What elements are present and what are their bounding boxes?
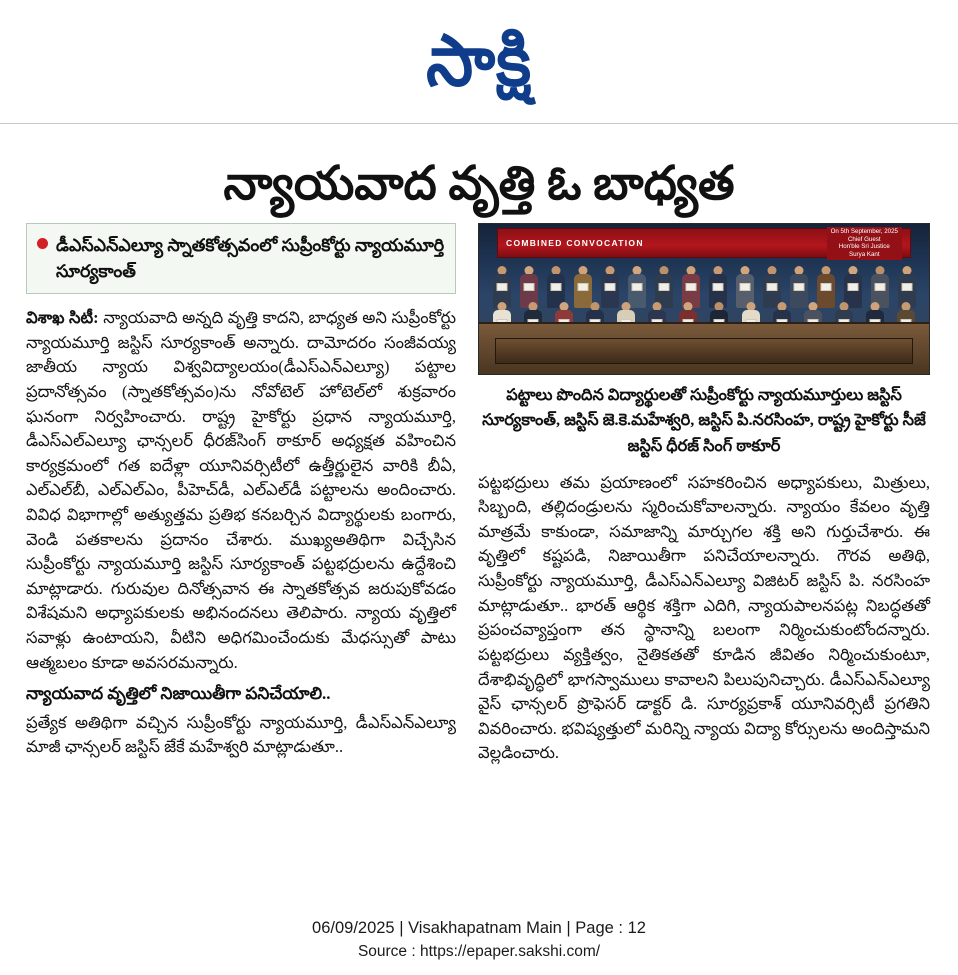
headline: న్యాయవాద వృత్తి ఓ బాధ్యత <box>223 158 735 210</box>
footer-meta: 06/09/2025 | Visakhapatnam Main | Page : 12 <box>312 919 646 937</box>
columns <box>26 223 932 773</box>
subhead-text: డీఎస్ఎన్ఎల్యూ స్నాతకోత్సవంలో సుప్రీంకోర్టు న్యాయమూర్తి సూర్యకాంత్ <box>56 235 445 281</box>
subhead-box <box>26 223 456 294</box>
photo-wrap <box>478 223 930 375</box>
left-paragraph-1-text: న్యాయవాది అన్నది వృత్తి కాదని, బాధ్యత అని సుప్రీంకోర్టు న్యాయమూర్తి జస్టిస్ సూర్యకాంత్ అన్నారు. దామోదరం సంజీవయ్య జాతీయ న్యాయ విశ్వవిద్యాలయం(డీఎస్ఎన్ఎల్యూ) పట్టాల ప్రదానోత్సవం (స్నాతకోత్సవం)ను నోవోటెల్ హోటెల్‌లో శుక్రవారం ఘనంగా నిర్వహించారు. రాష్ట్ర హైకోర్టు ప్రధాన న్యాయమూర్తి, డీఎస్ఎల్ఎల్యూ ఛాన్సలర్ ధీరజ్‌సింగ్ ఠాకూర్ అధ్యక్షత వహించిన కార్యక్రమంలో గత ఐదేళ్లా యూనివర్సిటీలో ఉత్తీర్ణులైన వారికి బీఏ, ఎల్ఎల్‌బీ, ఎల్ఎల్ఎం, పీహెచ్‌డీ, ఎల్ఎల్‌డీ పట్టాలను అందించారు. వివిధ విభాగాల్లో అత్యుత్తమ ప్రతిభ కనబర్చిన విద్యార్థులకు బంగారు, వెండి పతకాలను ప్రదానం చేశారు. ముఖ్యఅతిథిగా విచ్చేసిన సుప్రీంకోర్టు న్యాయమూర్తి జస్టిస్ సూర్యకాంత్ పట్టభద్రులను ఉద్దేశించి మాట్లాడారు. గురువుల దినోత్సవాన ఈ స్నాతకోత్సవ జరుపుకోవడం విశేషమని అధ్యాపకులకు అభినందనలు తెలిపారు. న్యాయ వృత్తిలో సవాళ్లు ఉంటాయని, వీటిని అధిగమించేందుకు మేధస్సుతో పాటు ఆత్మబలం కూడా అవసరమన్నారు. <box>26 308 456 672</box>
banner-date: On 5th September, 2025 <box>830 227 898 235</box>
sakshi-logo: సాక్షి <box>425 22 533 101</box>
dateline: విశాఖ సిటీ: <box>26 308 99 328</box>
right-paragraph-1: పట్టభద్రులు తమ ప్రయాణంలో సహకరించిన అధ్యాపకులు, మిత్రులు, సిబ్బంది, తల్లిదండ్రులను స్మరించుకోవాలన్నారు. న్యాయం కేవలం వృత్తి మాత్రమే కాకుండా, సమాజాన్ని మార్చుగల శక్తి అని గుర్తుచేశారు. ఈ వృత్తిలో కష్టపడి, నిజాయితీగా పనిచేయాలన్నారు. గౌరవ అతిథి, సుప్రీంకోర్టు న్యాయమూర్తి, డీఎస్ఎన్ఎల్యూ విజిటర్ జస్టిస్ పి. నరసింహ మాట్లాడుతూ.. భారత్ ఆర్థిక శక్తిగా ఎదిగి, న్యాయపాలనపట్ల నిబద్ధతతో ప్రపంచవ్యాప్తంగా తన స్థానాన్ని బలంగా నిర్మించుకుంటోందన్నారు. పట్టభద్రులు వ్యక్తిత్వం, నైతికతతో కూడిన జీవితం నిర్మించుకుంటూ, దేశాభివృద్ధిలో భాగస్వాములు కావాలని పిలుపునిచ్చారు. డీఎస్ఎన్ఎల్యూ వైస్ ఛాన్సలర్ ప్రొఫెసర్ డాక్టర్ డి. సూర్యప్రకాశ్ యూనివర్సిటీ ప్రగతిని వివరించారు. భవిష్యత్తులో మరిన్ని న్యాయ విద్యా కోర్సులను అందిస్తామని వెల్లడించారు. <box>478 472 930 763</box>
right-column <box>478 223 930 773</box>
photo-banner <box>497 228 911 258</box>
banner-chief-guest-label: Chief Guest <box>847 235 881 243</box>
convocation-photo <box>478 223 930 375</box>
footer <box>0 919 958 961</box>
banner-honorable: Hon'ble Sri Justice <box>838 243 890 251</box>
photo-table <box>495 338 913 364</box>
left-paragraph-2: ప్రత్యేక అతిథిగా వచ్చిన సుప్రీంకోర్టు న్యాయమూర్తి, డీఎస్ఎన్ఎల్యూ మాజీ ఛాన్సలర్ జస్టిస్ జేకే మహేశ్వరి మాట్లాడుతూ.. <box>26 712 456 757</box>
bullet-icon <box>37 238 48 249</box>
photo-caption: పట్టాలు పొందిన విద్యార్థులతో సుప్రీంకోర్టు న్యాయమూర్తులు జస్టిస్ సూర్యకాంత్, జస్టిస్ జె.కె.మహేశ్వరి, జస్టిస్ పి.నరసింహ, రాష్ట్ర హైకోర్టు సీజే జస్టిస్ ధీరజ్ సింగ్ ఠాకూర్ <box>482 386 926 455</box>
article-container <box>0 124 958 773</box>
banner-title: COMBINED CONVOCATION <box>506 238 644 249</box>
banner-guest-name: Surya Kant <box>848 251 880 259</box>
left-paragraph-1 <box>26 306 456 675</box>
masthead <box>0 0 958 124</box>
left-column <box>26 223 456 767</box>
inline-subhead: న్యాయవాద వృత్తిలో నిజాయితీగా పనిచేయాలి.. <box>26 684 331 704</box>
footer-source: Source : https://epaper.sakshi.com/ <box>357 943 601 960</box>
banner-guest-block <box>827 227 902 260</box>
